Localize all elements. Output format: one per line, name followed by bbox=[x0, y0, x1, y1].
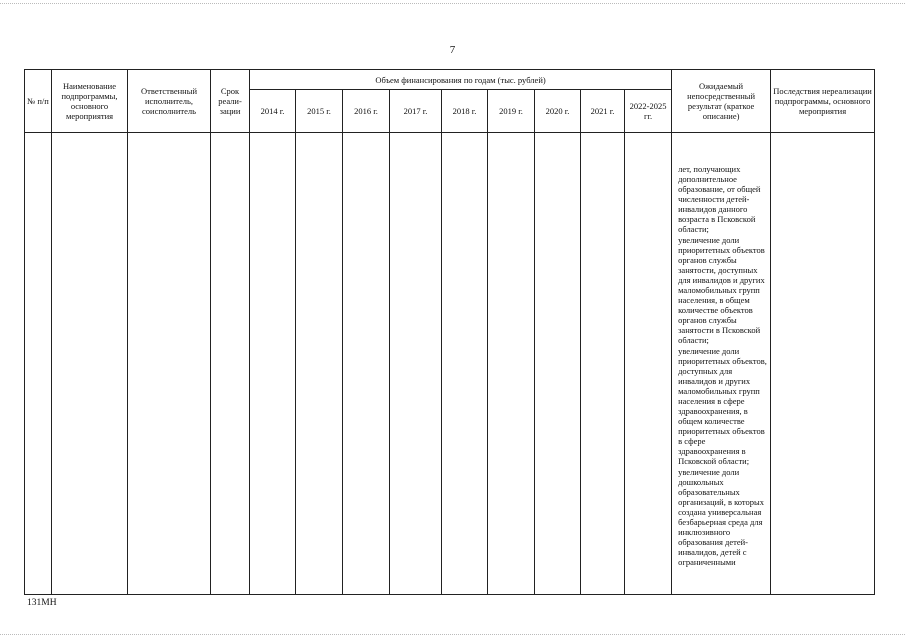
header-year: 2021 г. bbox=[581, 90, 625, 133]
header-year: 2020 г. bbox=[535, 90, 581, 133]
cell-year-value bbox=[343, 133, 390, 595]
cell-year-value bbox=[296, 133, 343, 595]
table-row bbox=[25, 133, 875, 595]
cell-year-value bbox=[581, 133, 625, 595]
cell-year-value bbox=[535, 133, 581, 595]
footer-code: 131МН bbox=[27, 598, 57, 608]
header-responsible: Ответственный исполнитель, соисполнитель bbox=[128, 70, 211, 133]
cell-consequences bbox=[771, 133, 875, 595]
cell-term bbox=[211, 133, 250, 595]
cell-name bbox=[52, 133, 128, 595]
expected-result-item: увеличение доли приоритетных объектов, доступных для инвалидов и других маломобильных групп населения в сфере здравоохранения, в общем количестве приоритетных объектов в сфере здравоохранения в Псковской области; bbox=[678, 346, 767, 466]
cell-year-value bbox=[390, 133, 442, 595]
expected-result-item: увеличение доли приоритетных объектов органов службы занятости, доступных для инвалидов и других маломобильных групп населения, в общем количестве объектов органов службы занятости в Псковской области; bbox=[678, 235, 765, 345]
header-financing: Объем финансирования по годам (тыс. рублей) bbox=[250, 70, 672, 90]
header-year: 2017 г. bbox=[390, 90, 442, 133]
cell-expected-result bbox=[672, 133, 771, 595]
expected-result-item: увеличение доли дошкольных образовательных организаций, в которых создана универсальная безбарьерная среда для инклюзивного образования детей-инвалидов, детей с ограниченными bbox=[678, 467, 764, 567]
header-year: 2019 г. bbox=[488, 90, 535, 133]
header-year: 2015 г. bbox=[296, 90, 343, 133]
cell-year-value bbox=[625, 133, 672, 595]
cell-year-value bbox=[488, 133, 535, 595]
cell-num bbox=[25, 133, 52, 595]
header-year: 2022-2025 гг. bbox=[625, 90, 672, 133]
header-consequences: Последствия нереализации подпрограммы, основного мероприятия bbox=[771, 70, 875, 133]
scan-edge-top bbox=[0, 3, 905, 4]
header-expected-result: Ожидаемый непосредственный результат (краткое описание) bbox=[672, 70, 771, 133]
page-number: 7 bbox=[449, 44, 456, 56]
header-term: Срок реали-зации bbox=[211, 70, 250, 133]
header-year: 2018 г. bbox=[442, 90, 488, 133]
cell-year-value bbox=[250, 133, 296, 595]
expected-result-item: лет, получающих дополнительное образование, от общей численности детей-инвалидов данного возраста в Псковской области; bbox=[678, 164, 761, 234]
header-num: № п/п bbox=[25, 70, 52, 133]
header-year: 2014 г. bbox=[250, 90, 296, 133]
scan-edge-bottom bbox=[0, 634, 905, 635]
header-name: Наименование подпрограммы, основного мероприятия bbox=[52, 70, 128, 133]
cell-year-value bbox=[442, 133, 488, 595]
header-year: 2016 г. bbox=[343, 90, 390, 133]
financing-table bbox=[24, 69, 875, 595]
cell-responsible bbox=[128, 133, 211, 595]
